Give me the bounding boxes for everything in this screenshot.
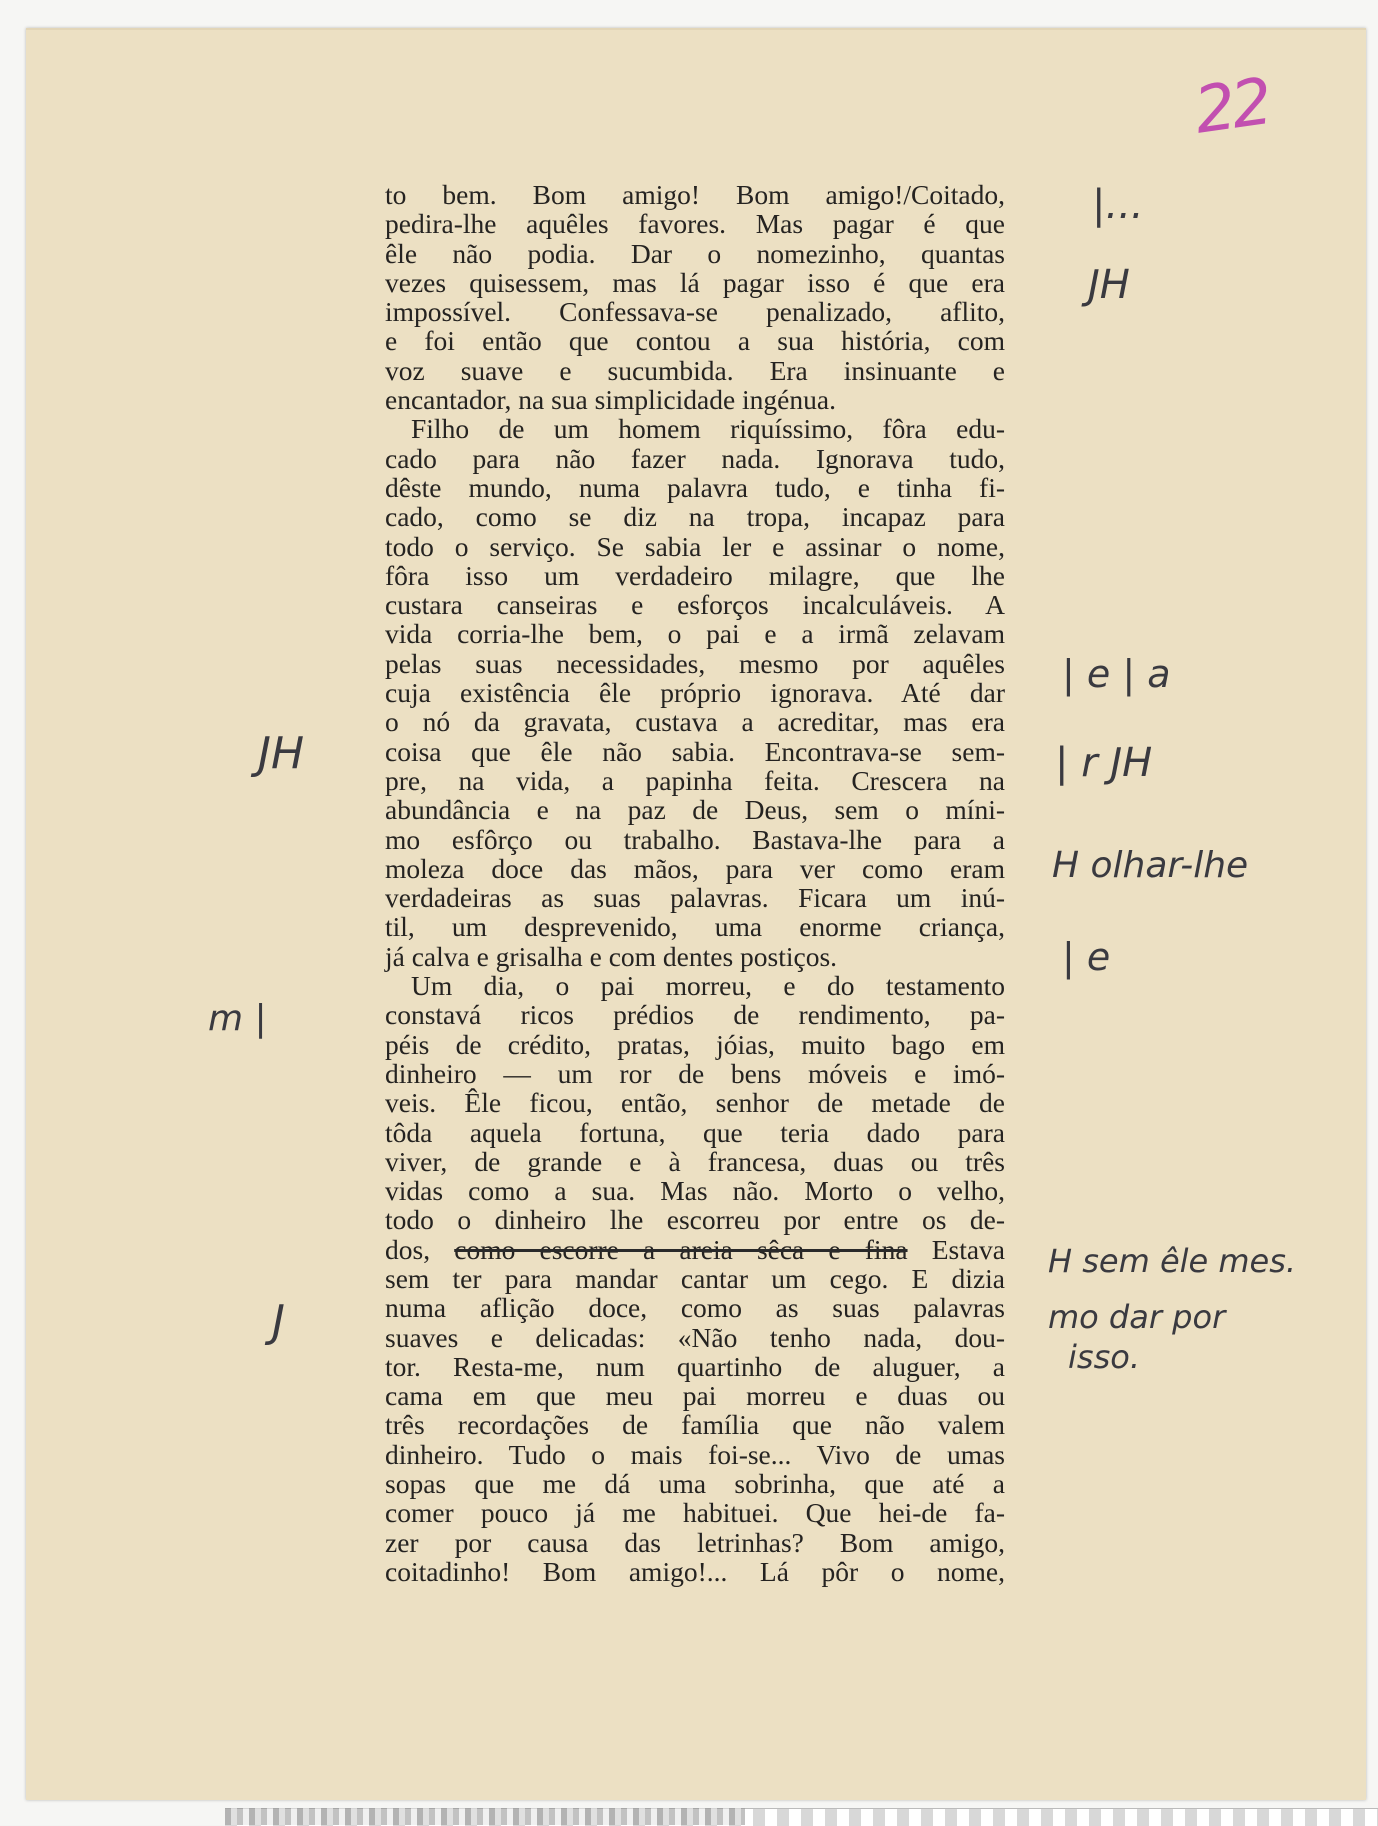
text-line: Um dia, o pai morreu, e do testamento bbox=[411, 970, 1005, 1002]
text-line: péis de crédito, pratas, jóias, muito bago em bbox=[385, 1028, 1005, 1060]
text-line: cado, como se diz na tropa, incapaz para bbox=[385, 501, 1005, 533]
text-line: mo esfôrço ou trabalho. Bastava-lhe para a bbox=[385, 823, 1005, 855]
text-line: coitadinho! Bom amigo!... Lá pôr o nome, bbox=[385, 1555, 1005, 1587]
text-line: dinheiro — um ror de bens móveis e imó- bbox=[385, 1057, 1005, 1089]
text-line: o nó da gravata, custava a acreditar, mas era bbox=[385, 706, 1005, 738]
text-line: vezes quisessem, mas lá pagar isso é que era bbox=[385, 266, 1005, 298]
margin-note: mo dar por bbox=[1048, 1298, 1226, 1336]
margin-note: m | bbox=[208, 998, 267, 1039]
text-line: tôda aquela fortuna, que teria dado para bbox=[385, 1116, 1005, 1148]
text-fragment: Estava bbox=[931, 1233, 1005, 1265]
text-line: cado para não fazer nada. Ignorava tudo, bbox=[385, 442, 1005, 474]
text-line: moleza doce das mãos, para ver como eram bbox=[385, 852, 1005, 884]
text-line: já calva e grisalha e com dentes postiços. bbox=[385, 940, 838, 972]
text-line: três recordações de família que não valem bbox=[385, 1409, 1005, 1441]
text-line: cuja existência êle próprio ignorava. Até dar bbox=[385, 677, 1005, 709]
text-line: suaves e delicadas: «Não tenho nada, dou- bbox=[385, 1321, 1005, 1353]
text-line: numa aflição doce, como as suas palavras bbox=[385, 1292, 1005, 1324]
text-line: to bem. Bom amigo! Bom amigo!/Coitado, bbox=[385, 179, 1005, 210]
text-line: pre, na vida, a papinha feita. Crescera na bbox=[385, 764, 1005, 796]
struck-text: como escorre a areia sêca e fina bbox=[454, 1233, 908, 1265]
text-line: til, um desprevenido, uma enorme criança, bbox=[385, 911, 1005, 943]
text-line: vidas como a sua. Mas não. Morto o velho, bbox=[385, 1175, 1005, 1207]
margin-note: | e bbox=[1062, 935, 1111, 979]
text-line: fôra isso um verdadeiro milagre, que lhe bbox=[385, 559, 1005, 591]
text-line: abundância e na paz de Deus, sem o míni- bbox=[385, 794, 1005, 826]
text-line: todo o serviço. Se sabia ler e assinar o nome, bbox=[385, 530, 1005, 562]
text-line: êle não podia. Dar o nomezinho, quantas bbox=[385, 237, 1005, 269]
margin-note: |... bbox=[1092, 182, 1144, 228]
margin-note: JH bbox=[258, 728, 305, 779]
text-line: pelas suas necessidades, mesmo por aquêles bbox=[385, 647, 1005, 679]
text-line: constavá ricos prédios de rendimento, pa- bbox=[385, 999, 1005, 1031]
text-line: tor. Resta-me, num quartinho de aluguer, a bbox=[385, 1350, 1005, 1382]
text-line: dinheiro. Tudo o mais foi-se... Vivo de umas bbox=[385, 1438, 1005, 1470]
margin-note: | e | a bbox=[1062, 652, 1171, 696]
text-line: vida corria-lhe bem, o pai e a irmã zelavam bbox=[385, 618, 1005, 650]
text-line-with-deletion bbox=[385, 1235, 1005, 1264]
text-line: coisa que êle não sabia. Encontrava-se sem- bbox=[385, 735, 1005, 767]
margin-note: JH bbox=[1088, 262, 1130, 308]
margin-note: H sem êle mes. bbox=[1048, 1242, 1297, 1280]
scale-ruler-segment bbox=[225, 1808, 745, 1825]
text-line: custara canseiras e esforços incalculáveis. A bbox=[385, 589, 1005, 621]
text-line: encantador, na sua simplicidade ingénua. bbox=[385, 384, 836, 416]
text-line: verdadeiras as suas palavras. Ficara um inú- bbox=[385, 882, 1005, 914]
text-line: cama em que meu pai morreu e duas ou bbox=[385, 1380, 1005, 1412]
body-text bbox=[385, 180, 1005, 1586]
text-fragment: dos, bbox=[385, 1233, 431, 1265]
text-line: dêste mundo, numa palavra tudo, e tinha fi- bbox=[385, 471, 1005, 503]
text-line: impossível. Confessava-se penalizado, aflito, bbox=[385, 296, 1005, 328]
text-line: Filho de um homem riquíssimo, fôra edu- bbox=[411, 413, 1005, 445]
margin-note: | r JH bbox=[1055, 740, 1153, 786]
text-line: e foi então que contou a sua história, com bbox=[385, 325, 1005, 357]
text-line: pedira-lhe aquêles favores. Mas pagar é que bbox=[385, 208, 1005, 240]
text-line: veis. Êle ficou, então, senhor de metade de bbox=[385, 1087, 1005, 1119]
text-line: voz suave e sucumbida. Era insinuante e bbox=[385, 354, 1005, 386]
text-line: sopas que me dá uma sobrinha, que até a bbox=[385, 1468, 1005, 1500]
text-line: comer pouco já me habituei. Que hei-de fa- bbox=[385, 1497, 1005, 1529]
margin-note: H olhar-lhe bbox=[1052, 845, 1249, 886]
text-line: viver, de grande e à francesa, duas ou três bbox=[385, 1145, 1005, 1177]
text-line: zer por causa das letrinhas? Bom amigo, bbox=[385, 1526, 1005, 1558]
margin-note: isso. bbox=[1068, 1338, 1140, 1376]
page-number: 22 bbox=[1190, 65, 1274, 149]
text-line: todo o dinheiro lhe escorreu por entre os de- bbox=[385, 1204, 1005, 1236]
text-line: sem ter para mandar cantar um cego. E dizia bbox=[385, 1262, 1005, 1294]
margin-note: J bbox=[272, 1296, 285, 1347]
